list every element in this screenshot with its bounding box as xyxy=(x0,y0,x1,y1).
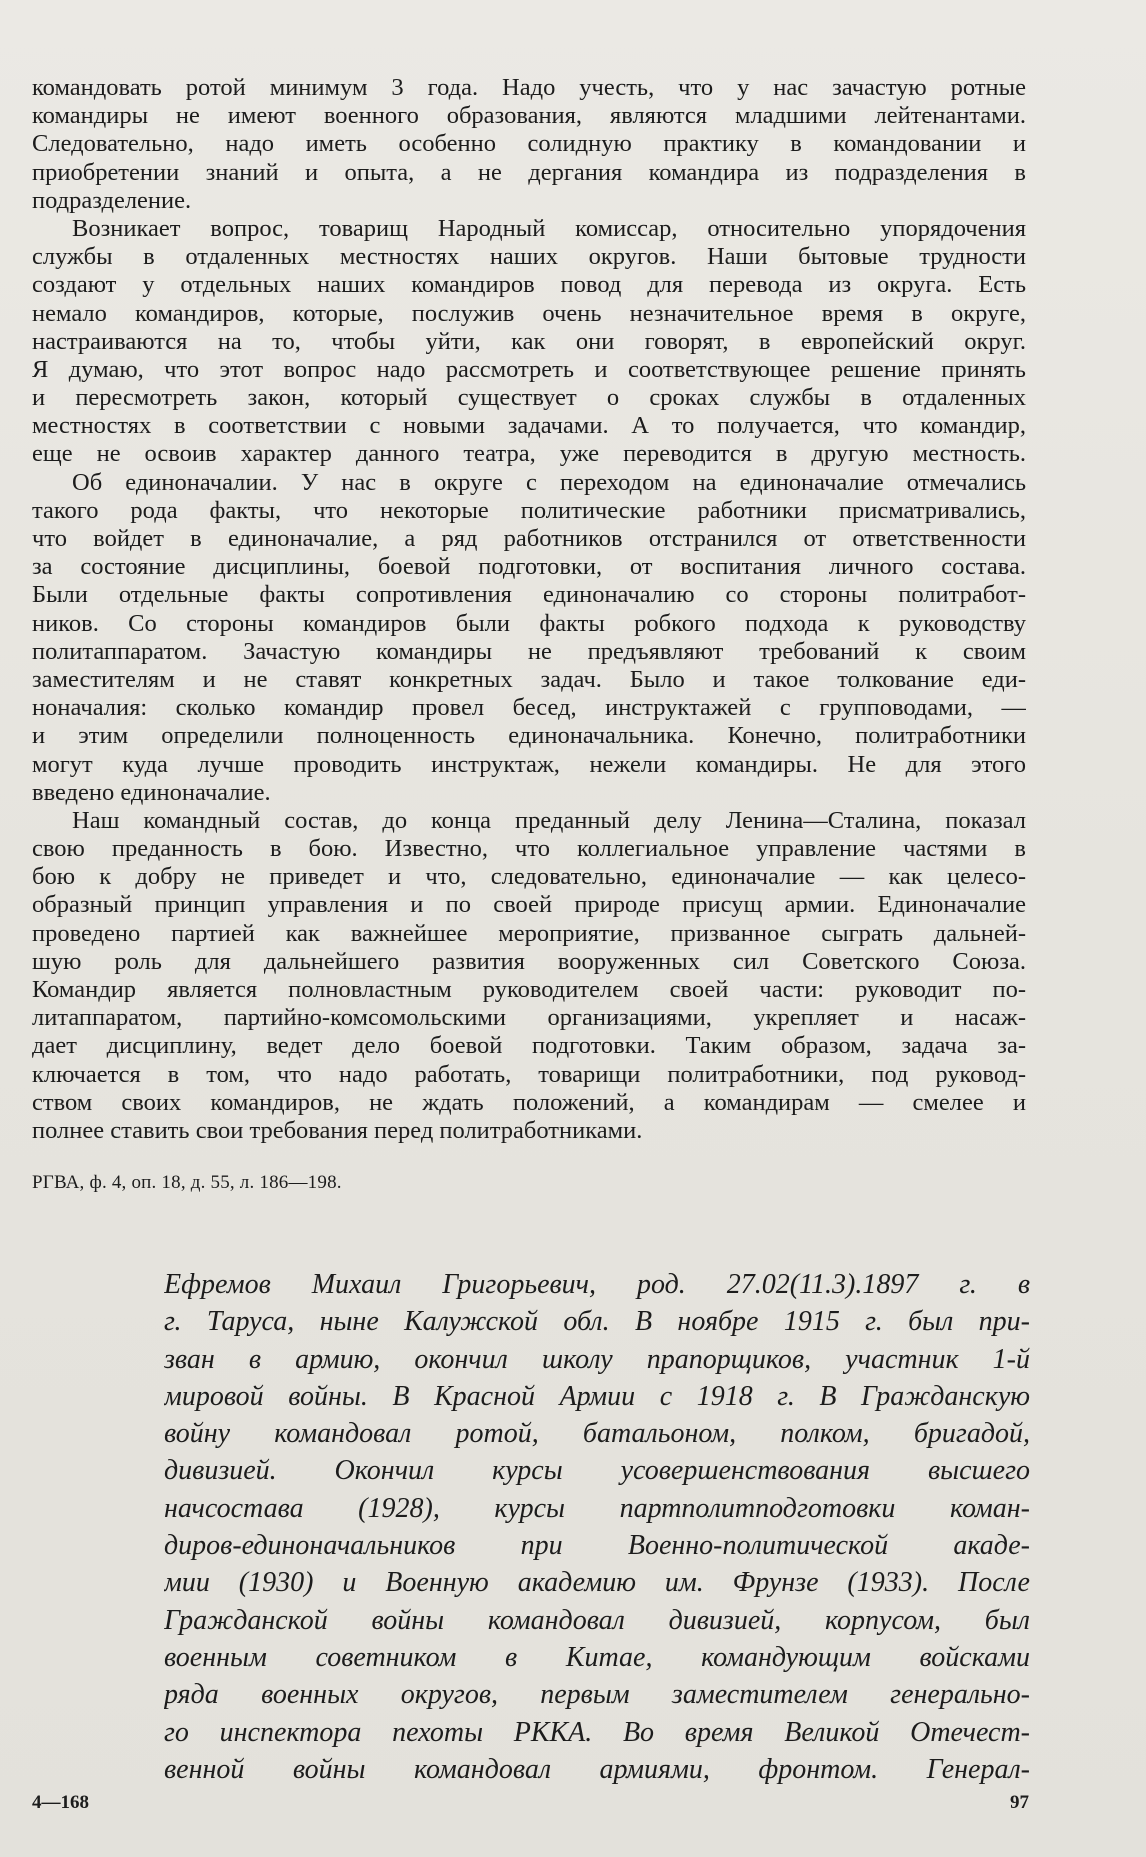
body-line: подразделение. xyxy=(32,186,192,214)
bio-line: мии (1930) и Военную академию им. Фрунзе (1933). После xyxy=(164,1567,1030,1599)
bio-line: го инспектора пехоты РККА. Во время Великой Отечест- xyxy=(164,1716,1030,1748)
page-number: 97 xyxy=(1010,1792,1029,1813)
body-line: политаппаратом. Зачастую командиры не предъявляют требований к своим xyxy=(32,637,1026,665)
bio-line: Гражданской войны командовал дивизией, корпусом, был xyxy=(164,1604,1030,1636)
bio-line: мировой войны. В Красной Армии с 1918 г. В Гражданскую xyxy=(164,1380,1030,1412)
bio-line: зван в армию, окончил школу прапорщиков, участник 1-й xyxy=(164,1343,1030,1375)
bio-line: военным советником в Китае, командующим войсками xyxy=(164,1641,1030,1673)
bio-line: венной войны командовал армиями, фронтом. Генерал- xyxy=(164,1753,1030,1785)
body-line: ников. Со стороны командиров были факты робкого подхода к руководству xyxy=(32,609,1026,637)
body-line: Следовательно, надо иметь особенно солидную практику в командовании и xyxy=(32,130,1026,158)
body-line: проведено партией как важнейшее мероприятие, призванное сыграть дальней- xyxy=(32,919,1026,947)
body-line: свою преданность в бою. Известно, что коллегиальное управление частями в xyxy=(32,835,1026,863)
bio-line: войну командовал ротой, батальоном, полком, бригадой, xyxy=(164,1418,1030,1450)
body-line: Были отдельные факты сопротивления единоначалию со стороны политработ- xyxy=(32,581,1026,609)
body-line: заместителям и не ставят конкретных задач. Было и такое толкование еди- xyxy=(32,665,1026,693)
signature-mark: 4—168 xyxy=(32,1792,89,1813)
body-line: немало командиров, которые, послужив очень незначительное время в округе, xyxy=(32,299,1026,327)
body-line: еще не освоив характер данного театра, уже переводится в другую местность. xyxy=(32,440,1026,468)
body-line: настраиваются на то, чтобы уйти, как они говорят, в европейский округ. xyxy=(32,327,1026,355)
biography-footnote xyxy=(164,1266,1030,1788)
body-line: Я думаю, что этот вопрос надо рассмотреть и соответствующее решение принять xyxy=(32,355,1026,383)
body-line: ключается в том, что надо работать, товарищи политработники, под руковод- xyxy=(32,1060,1026,1088)
bio-line: начсостава (1928), курсы партполитподготовки коман- xyxy=(164,1492,1030,1524)
bio-line: диров-единоначальников при Военно-политической акаде- xyxy=(164,1530,1030,1562)
body-line: приобретении знаний и опыта, а не дергания командира из подразделения в xyxy=(32,158,1026,186)
body-line: ноначалия: сколько командир провел бесед, инструктажей с групповодами, — xyxy=(32,694,1026,722)
body-line: шую роль для дальнейшего развития вооруженных сил Советского Союза. xyxy=(32,947,1026,975)
body-line: Об единоначалии. У нас в округе с переходом на единоначалие отмечались xyxy=(72,468,1026,496)
body-line: такого рода факты, что некоторые политические работники присматривались, xyxy=(32,496,1026,524)
body-line: Возникает вопрос, товарищ Народный комиссар, относительно упорядочения xyxy=(72,214,1026,242)
bio-line: ряда военных округов, первым заместителем генерально- xyxy=(164,1679,1030,1711)
body-line: Наш командный состав, до конца преданный делу Ленина—Сталина, показал xyxy=(72,806,1026,834)
body-line: литаппаратом, партийно-комсомольскими организациями, укрепляет и насаж- xyxy=(32,1004,1026,1032)
body-line: полнее ставить свои требования перед политработниками. xyxy=(32,1116,643,1144)
archive-source-reference: РГВА, ф. 4, оп. 18, д. 55, л. 186—198. xyxy=(32,1172,342,1193)
body-line: создают у отдельных наших командиров повод для перевода из округа. Есть xyxy=(32,271,1026,299)
body-line: бою к добру не приведет и что, следовательно, единоначалие — как целесо- xyxy=(32,863,1026,891)
body-line: и пересмотреть закон, который существует о сроках службы в отдаленных xyxy=(32,384,1026,412)
bio-line: г. Таруса, ныне Калужской обл. В ноябре 1915 г. был при- xyxy=(164,1306,1030,1338)
body-line: образный принцип управления и по своей природе присущ армии. Единоначалие xyxy=(32,891,1026,919)
main-text xyxy=(32,74,1026,1145)
bio-line: Ефремов Михаил Григорьевич, род. 27.02(11.3).1897 г. в xyxy=(164,1269,1030,1300)
body-line: за состояние дисциплины, боевой подготовки, от воспитания личного состава. xyxy=(32,553,1026,581)
body-line: дает дисциплину, ведет дело боевой подготовки. Таким образом, задача за- xyxy=(32,1032,1026,1060)
body-line: и этим определили полноценность единоначальника. Конечно, политработники xyxy=(32,722,1026,750)
body-line: службы в отдаленных местностях наших округов. Наши бытовые трудности xyxy=(32,243,1026,271)
body-line: ством своих командиров, не ждать положений, а командирам — смелее и xyxy=(32,1088,1026,1116)
bio-line: дивизией. Окончил курсы усовершенствования высшего xyxy=(164,1455,1030,1487)
body-line: командовать ротой минимум 3 года. Надо учесть, что у нас зачастую ротные xyxy=(32,74,1026,101)
body-line: что войдет в единоначалие, а ряд работников отстранился от ответственности xyxy=(32,525,1026,552)
body-line: местностях в соответствии с новыми задачами. А то получается, что командир, xyxy=(32,412,1026,440)
body-line: командиры не имеют военного образования, являются младшими лейтенантами. xyxy=(32,102,1026,130)
body-line: могут куда лучше проводить инструктаж, нежели командиры. Не для этого xyxy=(32,750,1026,778)
body-line: введено единоначалие. xyxy=(32,778,271,806)
body-line: Командир является полновластным руководителем своей части: руководит по- xyxy=(32,976,1026,1003)
